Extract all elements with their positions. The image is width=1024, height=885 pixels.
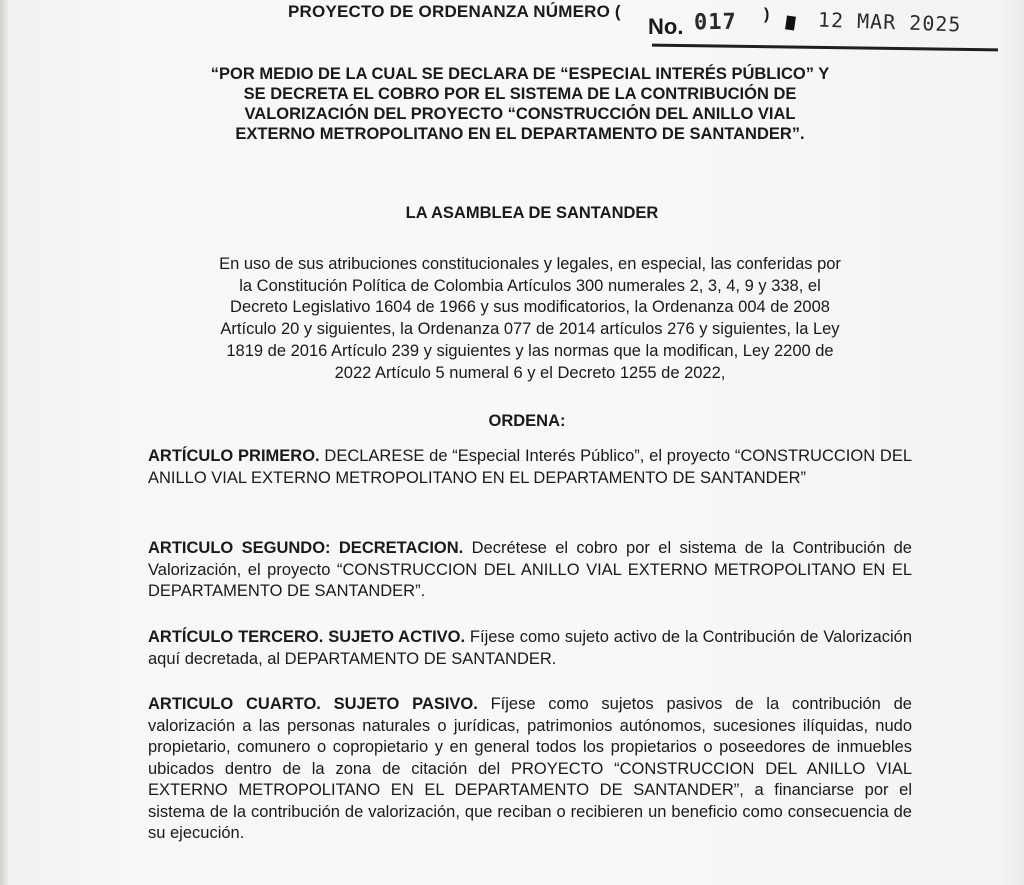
article-label: ARTICULO SEGUNDO: DECRETACION. — [148, 539, 464, 557]
article-primero — [148, 446, 912, 489]
article-text: DECLARESE de “Especial Interés Público”, el proyecto “CONSTRUCCION DEL ANILLO VIAL EXTERNO METROPOLITANO EN EL DEPARTAMENTO DE SANTANDER” — [148, 447, 912, 487]
number-value: 017 — [693, 9, 737, 36]
article-text: Fíjese como sujeto activo de la Contribución de Valorización aquí decretada, al DEPARTAMENTO DE SANTANDER. — [148, 628, 912, 668]
page-left-edge — [0, 0, 8, 885]
stamp-underline — [652, 44, 998, 52]
ordena-heading: ORDENA: — [488, 412, 566, 430]
page-right-shadow — [1000, 0, 1024, 885]
article-text: Fíjese como sujetos pasivos de la contribución de valorización a las personas naturales o jurídicas, patrimonios autónomos, sucesiones ilíquidas, nudo propietario, comunero o copropietario y en general todos los propietarios o poseedores de inmuebles ubicados dentro de la zona de citación del PROYECTO “CONSTRUCCION DEL ANILLO VIAL EXTERNO METROPOLITANO EN EL DEPARTAMENTO DE SANTANDER”, a financiarse por el sistema de la contribución de valorización, que reciban o recibieren un beneficio como consecuencia de su ejecución. — [148, 695, 912, 842]
ordinance-header-title: PROYECTO DE ORDENANZA NÚMERO ( — [288, 2, 621, 21]
article-label: ARTÍCULO TERCERO. SUJETO ACTIVO. — [148, 628, 466, 646]
stamp-ink-mark — [785, 15, 796, 30]
article-label: ARTICULO CUARTO. SUJETO PASIVO. — [148, 695, 478, 713]
number-paren-close: ) — [764, 6, 770, 23]
article-segundo — [148, 538, 912, 603]
article-label: ARTÍCULO PRIMERO. — [148, 447, 320, 465]
number-label: No. — [648, 14, 684, 39]
assembly-heading: LA ASAMBLEA DE SANTANDER — [405, 204, 659, 222]
ordinance-number-stamp — [648, 4, 998, 44]
preamble-paragraph: En uso de sus atribuciones constitucionales y legales, en especial, las conferidas por la Constitución Política de Colombia Artículos 300 numerales 2, 3, 4, 9 y 338, el Decreto Legislativo 1604 de 1966 y sus modificatorios, la Ordenanza 004 de 2008 Artículo 20 y siguientes, la Ordenanza 077 de 2014 artículos 276 y siguientes, la Ley 1819 de 2016 Artículo 239 y siguientes y las normas que la modifican, Ley 2200 de 2022 Artículo 5 numeral 6 y el Decreto 1255 de 2022, — [219, 255, 841, 382]
ordinance-title: “POR MEDIO DE LA CUAL SE DECLARA DE “ESPECIAL INTERÉS PÚBLICO” Y SE DECRETA EL COBRO POR EL SISTEMA DE LA CONTRIBUCIÓN DE VALORIZACIÓN DEL PROYECTO “CONSTRUCCIÓN DEL ANILLO VIAL EXTERNO METROPOLITANO EN EL DEPARTAMENTO DE SANTANDER”. — [210, 65, 830, 143]
article-cuarto — [148, 694, 912, 845]
article-tercero — [148, 627, 912, 670]
stamp-date: 12 MAR 2025 — [817, 7, 962, 37]
article-text: Decrétese el cobro por el sistema de la Contribución de Valorización, el proyecto “CONSTRUCCION DEL ANILLO VIAL EXTERNO METROPOLITANO EN EL DEPARTAMENTO DE SANTANDER”. — [148, 539, 912, 600]
